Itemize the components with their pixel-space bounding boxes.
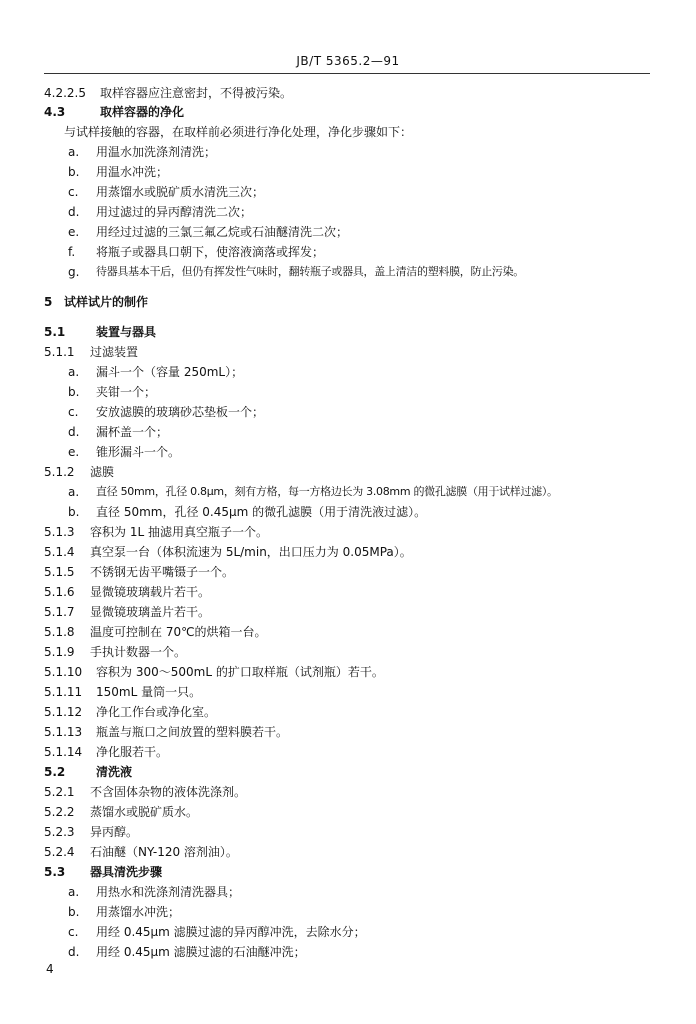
section-number: 5.1	[44, 325, 66, 339]
list-text: 用热水和洗涤剂清洗器具；	[96, 885, 241, 899]
list-marker: a.	[68, 365, 80, 379]
clause-number: 5.2.1	[44, 785, 75, 799]
list-marker: d.	[68, 425, 80, 439]
list-marker: b.	[68, 505, 80, 519]
paragraph-text: 与试样接触的容器，在取样前必须进行净化处理，净化步骤如下：	[64, 125, 413, 139]
clause-text: 显微镜玻璃载片若干。	[90, 585, 211, 599]
list-marker: e.	[68, 225, 80, 239]
clause-number: 5.2.3	[44, 825, 75, 839]
clause-text: 石油醚（NY-120 溶剂油）。	[90, 845, 238, 859]
list-marker: b.	[68, 905, 80, 919]
clause-number: 5.1.11	[44, 685, 83, 699]
clause-number: 5.1.5	[44, 565, 75, 579]
clause-text: 显微镜玻璃盖片若干。	[90, 605, 211, 619]
list-text: 用经 0.45μm 滤膜过滤的异丙醇冲洗，去除水分；	[96, 925, 366, 939]
list-text: 用过滤过的异丙醇清洗二次；	[96, 205, 253, 219]
clause-text: 150mL 量筒一只。	[96, 685, 202, 699]
list-marker: f.	[68, 245, 76, 259]
list-marker: c.	[68, 185, 79, 199]
clause-text: 瓶盖与瓶口之间放置的塑料膜若干。	[96, 725, 289, 739]
clause-text: 真空泵一台（体积流速为 5L/min，出口压力为 0.05MPa）。	[90, 545, 412, 559]
list-text: 用经过过滤的三氯三氟乙烷或石油醚清洗二次；	[96, 225, 349, 239]
list-text: 夹钳一个；	[96, 385, 157, 399]
clause-number: 5.1.14	[44, 745, 83, 759]
list-marker: g.	[68, 265, 80, 279]
list-marker: b.	[68, 385, 80, 399]
list-text: 用蒸馏水冲洗；	[96, 905, 181, 919]
list-marker: a.	[68, 885, 80, 899]
chapter-title: 试样试片的制作	[64, 295, 149, 309]
section-title: 器具清洗步骤	[90, 865, 163, 879]
list-text: 用经 0.45μm 滤膜过滤的石油醚冲洗；	[96, 945, 306, 959]
clause-text: 过滤装置	[90, 345, 139, 359]
list-marker: a.	[68, 145, 80, 159]
clause-text: 不锈钢无齿平嘴镊子一个。	[90, 565, 235, 579]
section-number: 4.3	[44, 105, 66, 119]
clause-text: 异丙醇。	[90, 825, 139, 839]
list-text: 待器具基本干后，但仍有挥发性气味时，翻转瓶子或器具，盖上清洁的塑料膜，防止污染。	[96, 265, 524, 278]
clause-text: 净化服若干。	[96, 745, 169, 759]
header-rule	[44, 73, 650, 74]
clause-text: 温度可控制在 70℃的烘箱一台。	[90, 625, 267, 639]
list-marker: e.	[68, 445, 80, 459]
list-marker: d.	[68, 945, 80, 959]
clause-number: 5.1.9	[44, 645, 75, 659]
clause-number: 5.1.7	[44, 605, 75, 619]
list-text: 锥形漏斗一个。	[96, 445, 181, 459]
clause-text: 不含固体杂物的液体洗涤剂。	[90, 785, 247, 799]
list-text: 漏杯盖一个；	[96, 425, 169, 439]
clause-text: 滤膜	[90, 465, 115, 479]
list-text: 用温水加洗涤剂清洗；	[96, 145, 217, 159]
clause-text: 取样容器应注意密封，不得被污染。	[100, 86, 293, 100]
clause-number: 5.1.1	[44, 345, 75, 359]
list-marker: c.	[68, 405, 79, 419]
list-text: 漏斗一个（容量 250mL）；	[96, 365, 244, 379]
clause-number: 5.1.2	[44, 465, 75, 479]
list-marker: d.	[68, 205, 80, 219]
clause-number: 5.1.10	[44, 665, 83, 679]
list-text: 用温水冲洗；	[96, 165, 169, 179]
clause-number: 5.2.4	[44, 845, 75, 859]
clause-text: 手执计数器一个。	[90, 645, 187, 659]
section-title: 取样容器的净化	[100, 105, 185, 119]
list-text: 将瓶子或器具口朝下，使溶液滴落或挥发；	[96, 245, 325, 259]
chapter-number: 5	[44, 295, 53, 309]
page-number: 4	[46, 962, 54, 976]
clause-text: 容积为 1L 抽滤用真空瓶子一个。	[90, 525, 268, 539]
clause-number: 5.1.3	[44, 525, 75, 539]
list-marker: a.	[68, 485, 80, 499]
clause-number: 5.1.12	[44, 705, 83, 719]
clause-text: 容积为 300～500mL 的扩口取样瓶（试剂瓶）若干。	[96, 665, 384, 679]
clause-number: 5.1.4	[44, 545, 75, 559]
clause-number: 5.2.2	[44, 805, 75, 819]
clause-text: 蒸馏水或脱矿质水。	[90, 805, 199, 819]
section-title: 清洗液	[96, 765, 133, 779]
standard-header: JB/T 5365.2—91	[296, 54, 400, 68]
clause-number: 5.1.6	[44, 585, 75, 599]
section-number: 5.3	[44, 865, 66, 879]
list-text: 直径 50mm，孔径 0.8μm，刻有方格，每一方格边长为 3.08mm 的微孔滤膜（用于试样过滤）。	[96, 485, 558, 498]
section-title: 装置与器具	[96, 325, 157, 339]
clause-number: 4.2.2.5	[44, 86, 86, 100]
section-number: 5.2	[44, 765, 66, 779]
clause-text: 净化工作台或净化室。	[96, 705, 217, 719]
list-text: 安放滤膜的玻璃砂芯垫板一个；	[96, 405, 265, 419]
clause-number: 5.1.13	[44, 725, 83, 739]
list-text: 直径 50mm，孔径 0.45μm 的微孔滤膜（用于清洗液过滤）。	[96, 505, 427, 519]
clause-number: 5.1.8	[44, 625, 75, 639]
list-marker: c.	[68, 925, 79, 939]
list-marker: b.	[68, 165, 80, 179]
list-text: 用蒸馏水或脱矿质水清洗三次；	[96, 185, 265, 199]
